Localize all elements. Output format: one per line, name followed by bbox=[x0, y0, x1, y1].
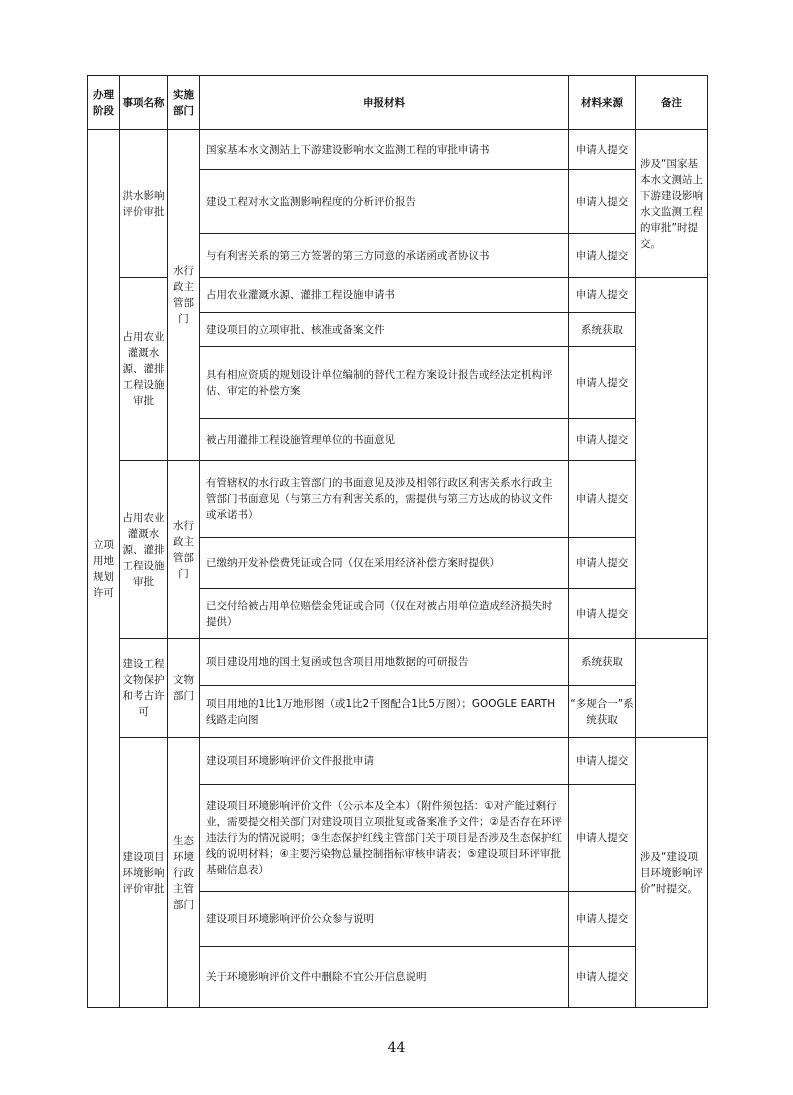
source-cell: 申请人提交 bbox=[569, 738, 636, 785]
material-cell: 建设项目环境影响评价公众参与说明 bbox=[200, 892, 569, 947]
material-cell: 具有相应资质的规划设计单位编制的替代工程方案设计报告或经法定机构评估、审定的补偿方案 bbox=[200, 347, 569, 419]
material-cell: 关于环境影响评价文件中删除不宜公开信息说明 bbox=[200, 947, 569, 1008]
source-cell: 申请人提交 bbox=[569, 538, 636, 589]
source-cell: “多规合一”系统获取 bbox=[569, 686, 636, 738]
source-cell: 申请人提交 bbox=[569, 234, 636, 278]
header-remark: 备注 bbox=[636, 76, 708, 130]
remark-empty bbox=[636, 278, 708, 639]
dept-relics: 文物部门 bbox=[168, 639, 200, 738]
material-cell: 项目用地的1比1万地形图（或1比2千图配合1比5万图）；GOOGLE EARTH线路走向图 bbox=[200, 686, 569, 738]
material-cell: 有管辖权的水行政主管部门的书面意见及涉及相邻行政区利害关系水行政主管部门书面意见（与第三方有利害关系的，需提供与第三方达成的协议文件或承诺书） bbox=[200, 461, 569, 538]
material-cell: 建设项目环境影响评价文件（公示本及全本）（附件须包括：①对产能过剩行业，需要提交相关部门对建设项目立项批复或备案准予文件；②是否存在环评违法行为的情况说明；③生态保护红线主管部门关于项目是否涉及生态保护红线的说明材料；④主要污染物总量控制指标审核申请表；⑤建设项目环评审批基础信息表） bbox=[200, 785, 569, 892]
materials-table bbox=[87, 75, 708, 1008]
stage-cell: 立项用地规划许可 bbox=[88, 130, 120, 1008]
source-cell: 申请人提交 bbox=[569, 419, 636, 461]
header-material: 申报材料 bbox=[200, 76, 569, 130]
source-cell: 申请人提交 bbox=[569, 785, 636, 892]
source-cell: 系统获取 bbox=[569, 639, 636, 686]
source-cell: 系统获取 bbox=[569, 313, 636, 347]
item-irrigation-2: 占用农业灌溉水源、灌排工程设施审批 bbox=[120, 461, 168, 639]
header-item: 事项名称 bbox=[120, 76, 168, 130]
material-cell: 建设项目环境影响评价文件报批申请 bbox=[200, 738, 569, 785]
dept-water: 水行政主管部门 bbox=[168, 130, 200, 461]
header-source: 材料来源 bbox=[569, 76, 636, 130]
source-cell: 申请人提交 bbox=[569, 170, 636, 234]
table-row bbox=[88, 738, 708, 785]
source-cell: 申请人提交 bbox=[569, 947, 636, 1008]
material-cell: 与有利害关系的第三方签署的第三方同意的承诺函或者协议书 bbox=[200, 234, 569, 278]
material-cell: 已缴纳开发补偿费凭证或合同（仅在采用经济补偿方案时提供） bbox=[200, 538, 569, 589]
material-cell: 建设项目的立项审批、核准或备案文件 bbox=[200, 313, 569, 347]
material-cell: 占用农业灌溉水源、灌排工程设施申请书 bbox=[200, 278, 569, 313]
material-cell: 项目建设用地的国土复函或包含项目用地数据的可研报告 bbox=[200, 639, 569, 686]
material-cell: 建设工程对水文监测影响程度的分析评价报告 bbox=[200, 170, 569, 234]
source-cell: 申请人提交 bbox=[569, 461, 636, 538]
item-irrigation: 占用农业灌溉水源、灌排工程设施审批 bbox=[120, 278, 168, 461]
material-cell: 国家基本水文测站上下游建设影响水文监测工程的审批申请书 bbox=[200, 130, 569, 170]
header-dept: 实施部门 bbox=[168, 76, 200, 130]
header-stage: 办理阶段 bbox=[88, 76, 120, 130]
remark-eia: 涉及“建设项目环境影响评价”时提交。 bbox=[636, 738, 708, 1008]
material-cell: 被占用灌排工程设施管理单位的书面意见 bbox=[200, 419, 569, 461]
source-cell: 申请人提交 bbox=[569, 589, 636, 639]
source-cell: 申请人提交 bbox=[569, 130, 636, 170]
table-row bbox=[88, 639, 708, 686]
source-cell: 申请人提交 bbox=[569, 347, 636, 419]
table-row bbox=[88, 130, 708, 170]
source-cell: 申请人提交 bbox=[569, 892, 636, 947]
dept-water-2: 水行政主管部门 bbox=[168, 461, 200, 639]
material-cell: 已交付给被占用单位赔偿金凭证或合同（仅在对被占用单位造成经济损失时提供） bbox=[200, 589, 569, 639]
header-row bbox=[88, 76, 708, 130]
remark-empty bbox=[636, 639, 708, 738]
table-row bbox=[88, 461, 708, 538]
item-relics: 建设工程文物保护和考古许可 bbox=[120, 639, 168, 738]
source-cell: 申请人提交 bbox=[569, 278, 636, 313]
dept-eco: 生态环境行政主管部门 bbox=[168, 738, 200, 1008]
item-flood: 洪水影响评价审批 bbox=[120, 130, 168, 278]
item-eia: 建设项目环境影响评价审批 bbox=[120, 738, 168, 1008]
remark-flood: 涉及“国家基本水文测站上下游建设影响水文监测工程的审批”时提交。 bbox=[636, 130, 708, 278]
page-number: 44 bbox=[387, 1040, 406, 1056]
